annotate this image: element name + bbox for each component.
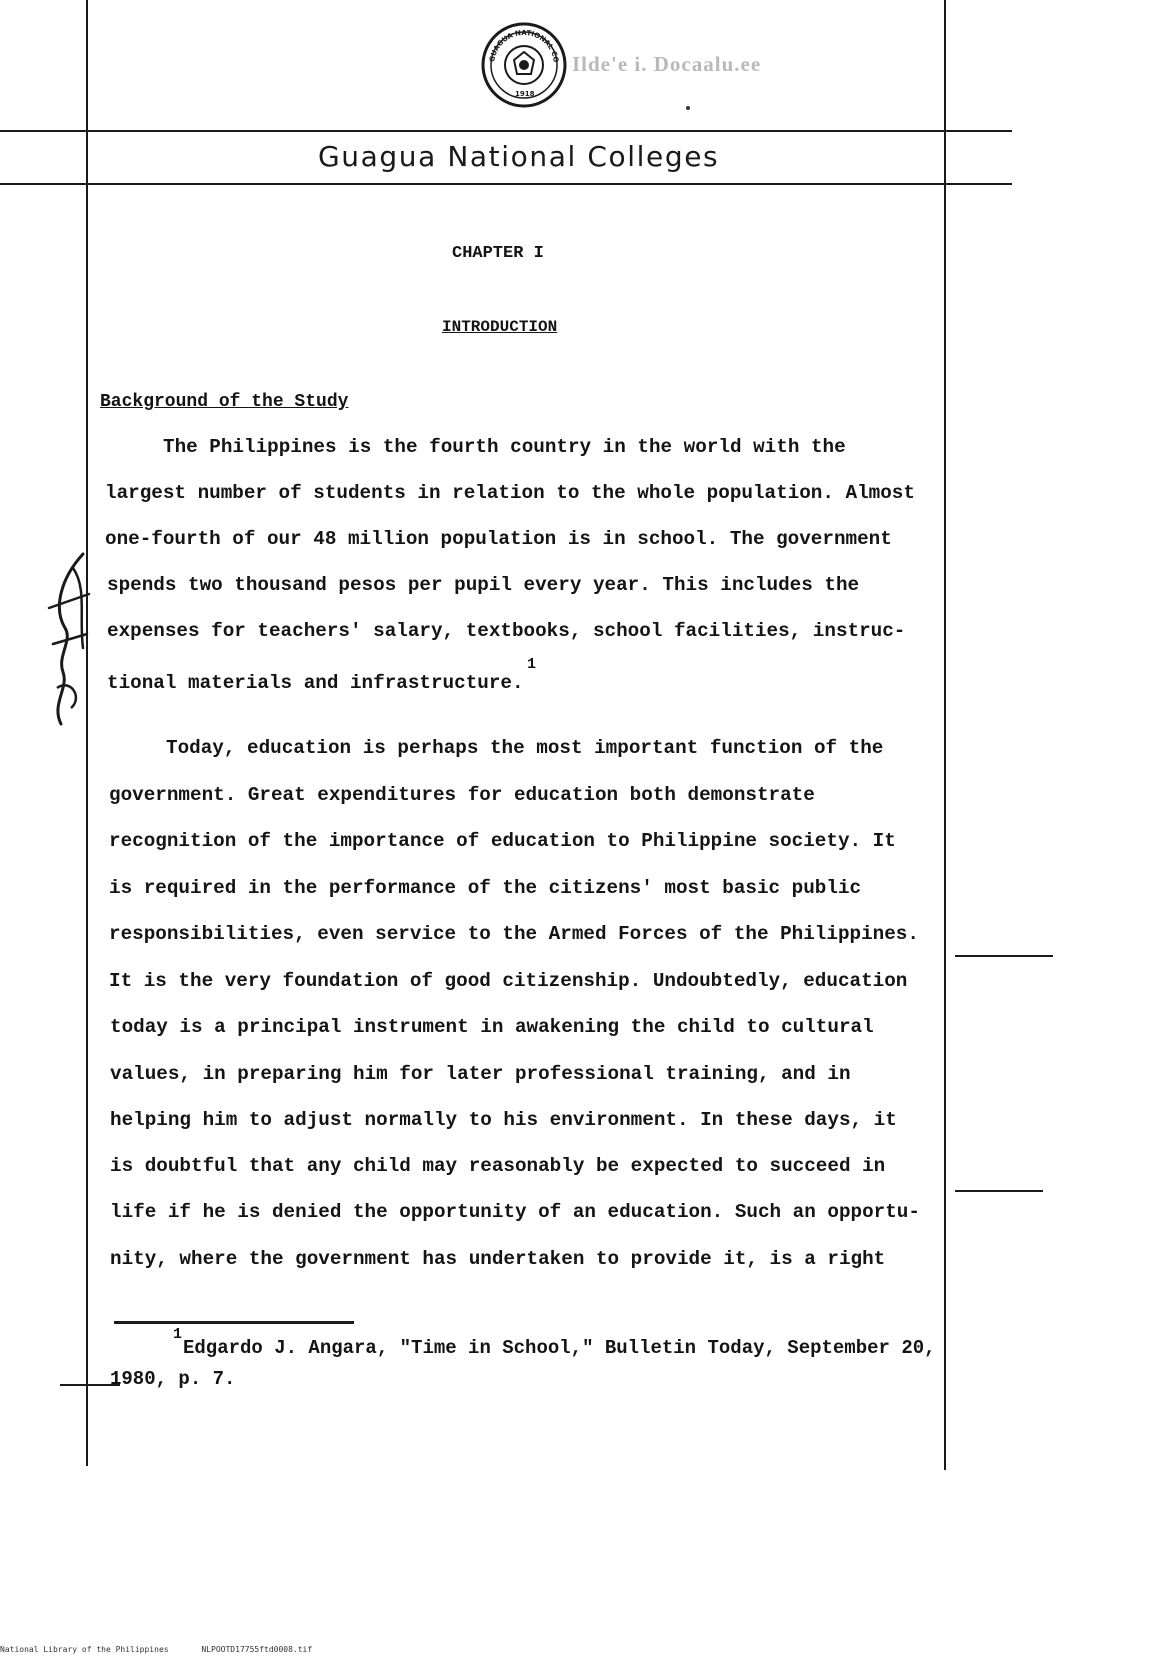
section-heading: Background of the Study [100, 392, 349, 412]
paragraph-1-line-3: one-fourth of our 48 million population is in school. The government [105, 528, 892, 550]
letterhead-rule-bottom [0, 183, 1012, 185]
paragraph-2-line-12: nity, where the government has undertaken to provide it, is a right [110, 1248, 886, 1270]
paragraph-2-line-1: Today, education is perhaps the most important function of the [166, 737, 884, 759]
paragraph-2-line-2: government. Great expenditures for education both demonstrate [109, 784, 815, 806]
paragraph-2-line-4: is required in the performance of the citizens' most basic public [109, 877, 862, 899]
paragraph-2-line-8: values, in preparing him for later professional training, and in [110, 1063, 851, 1085]
paragraph-1-line-4: spends two thousand pesos per pupil every year. This includes the [107, 574, 860, 596]
library-credit: National Library of the Philippines [0, 1645, 169, 1654]
paragraph-1-line-2: largest number of students in relation to the whole population. Almost [105, 482, 915, 504]
svg-text:GUAGUA NATIONAL COLLEGES: GUAGUA NATIONAL CO [488, 28, 560, 64]
paragraph-2-line-5: responsibilities, even service to the Armed Forces of the Philippines. [109, 923, 919, 945]
paragraph-2-line-6: It is the very foundation of good citizenship. Undoubtedly, education [109, 970, 908, 992]
left-margin-rule [86, 0, 88, 1466]
paragraph-2-line-10: is doubtful that any child may reasonably be expected to succeed in [110, 1155, 886, 1177]
scan-footer [0, 1645, 340, 1654]
svg-text:1918: 1918 [515, 90, 535, 98]
faded-letterhead-text: Ilde'e i. Docaalu.ee [572, 52, 762, 76]
margin-tick-right-2 [955, 1190, 1043, 1192]
paragraph-1-line-5: expenses for teachers' salary, textbooks, school facilities, instruc- [107, 620, 906, 642]
college-name: Guagua National Colleges [318, 140, 720, 173]
paragraph-2-line-9: helping him to adjust normally to his environment. In these days, it [110, 1109, 897, 1131]
footnote-mark: 1 [173, 1326, 183, 1343]
paragraph-2-line-7: today is a principal instrument in awakening the child to cultural [110, 1016, 874, 1038]
paragraph-1-line-1: The Philippines is the fourth country in the world with the [163, 436, 846, 458]
margin-tick-right [955, 955, 1053, 957]
footnote-reference: 1 [527, 656, 537, 673]
paragraph-1-line-6: tional materials and infrastructure. [107, 672, 524, 694]
footnote-line-2: 1980, p. 7. [110, 1368, 236, 1390]
college-seal [481, 22, 567, 108]
footnote-line-1: Edgardo J. Angara, "Time in School," Bulletin Today, September 20, [183, 1337, 936, 1359]
scan-file-id: NLPOOTD17755ftd0008.tif [201, 1645, 313, 1654]
paragraph-2-line-3: recognition of the importance of education to Philippine society. It [109, 830, 896, 852]
letterhead-rule-top [0, 130, 1012, 132]
right-margin-rule [944, 0, 946, 1470]
chapter-heading: CHAPTER I [452, 244, 544, 263]
ink-dot [686, 106, 690, 110]
paragraph-2-line-11: life if he is denied the opportunity of an education. Such an opportu- [110, 1201, 920, 1223]
handwritten-signature [43, 548, 95, 730]
chapter-title: INTRODUCTION [442, 318, 558, 336]
footnote-rule [114, 1321, 354, 1324]
